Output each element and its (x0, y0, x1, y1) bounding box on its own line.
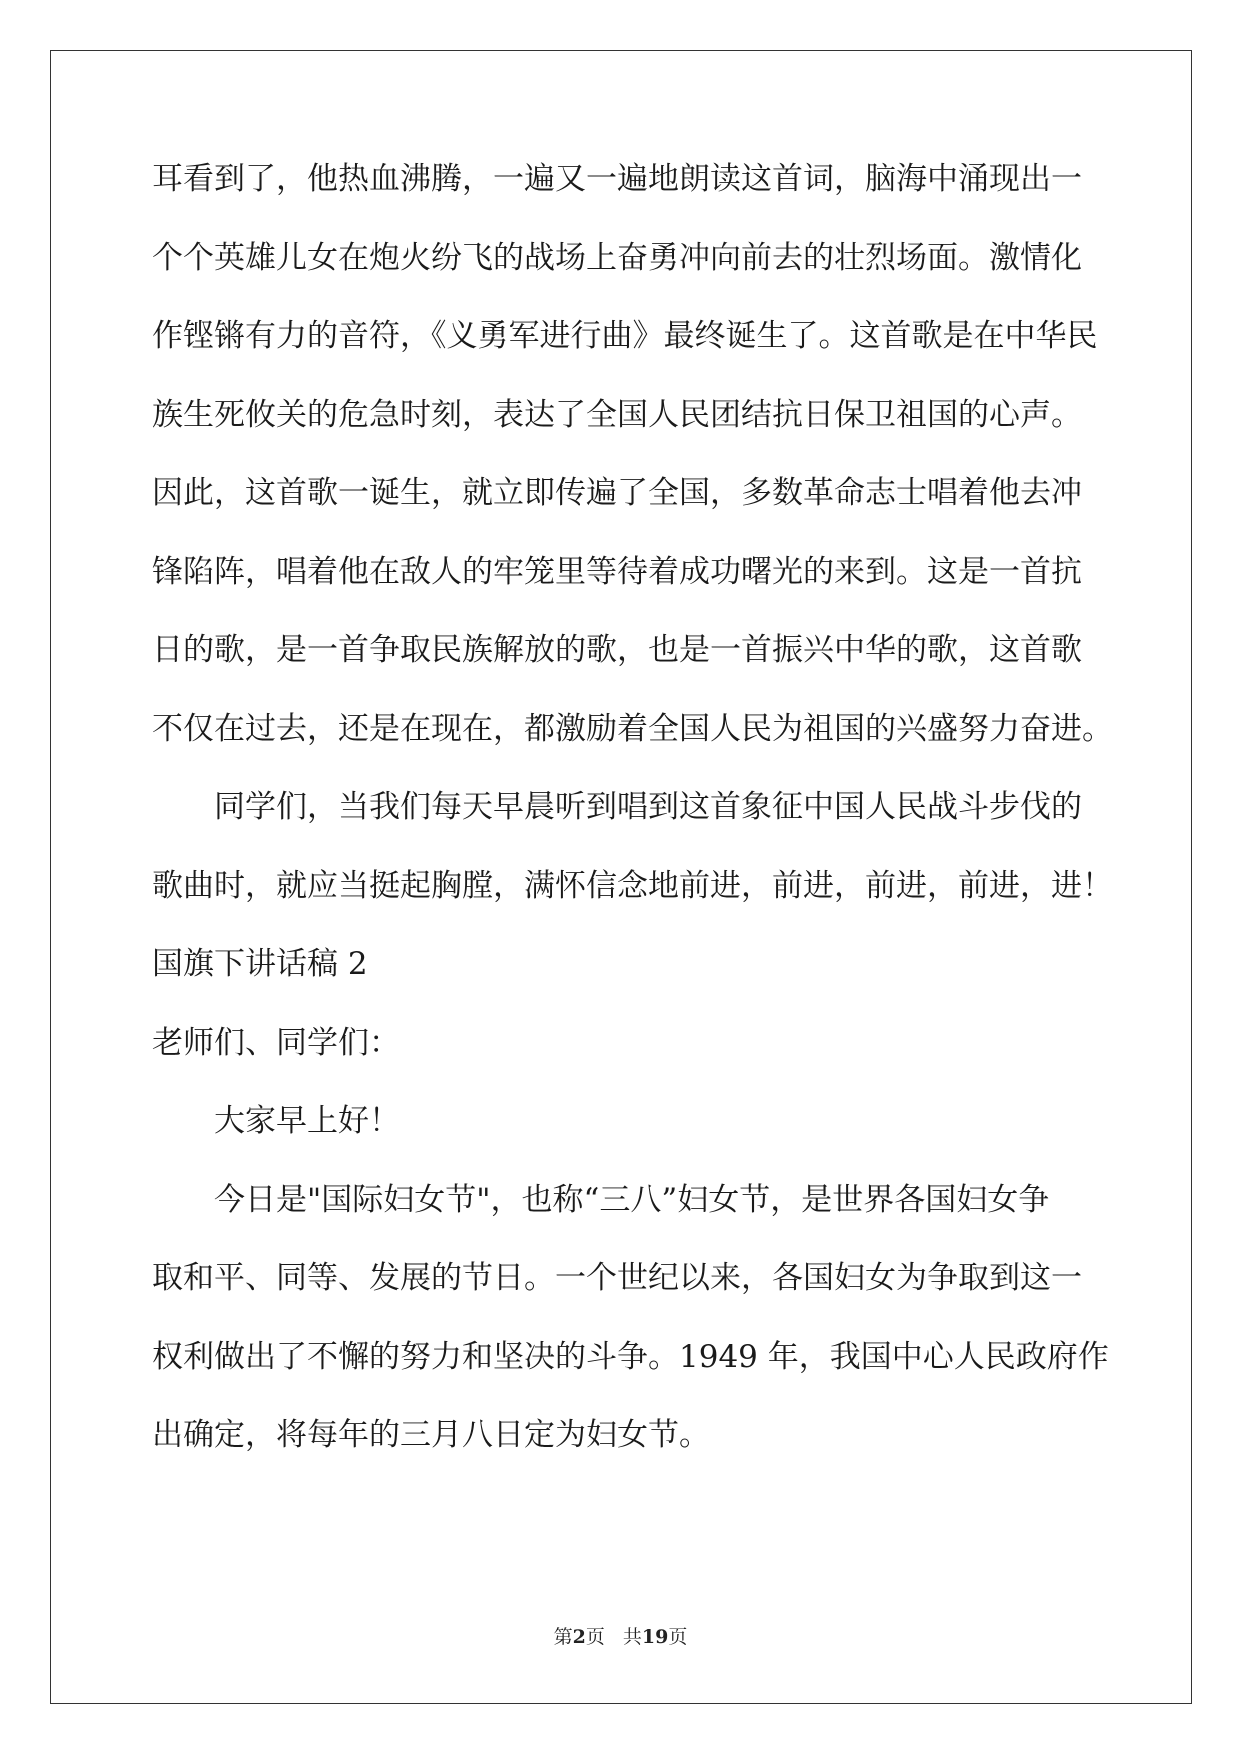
body-line: 权利做出了不懈的努力和坚决的斗争。1949 年，我国中心人民政府作 (152, 1338, 1109, 1375)
body-line: 出确定，将每年的三月八日定为妇女节。 (152, 1417, 710, 1453)
body-line: 日的歌，是一首争取民族解放的歌，也是一首振兴中华的歌，这首歌 (152, 632, 1082, 668)
paragraph-start-line: 同学们，当我们每天早晨听到唱到这首象征中国人民战斗步伐的 (214, 789, 1082, 825)
body-line: 歌曲时，就应当挺起胸膛，满怀信念地前进，前进，前进，前进，进！ (152, 867, 1113, 904)
body-line: 锋陷阵，唱着他在敌人的牢笼里等待着成功曙光的来到。这是一首抗 (152, 553, 1082, 590)
salutation: 老师们、同学们： (152, 1024, 400, 1061)
section-heading: 国旗下讲话稿 2 (152, 946, 368, 982)
paragraph-start-line: 今日是"国际妇女节"，也称“三八”妇女节，是世界各国妇女争 (214, 1181, 1050, 1218)
body-line: 取和平、同等、发展的节日。一个世纪以来，各国妇女为争取到这一 (152, 1260, 1082, 1296)
total-prefix: 共 (622, 1626, 642, 1648)
page-number: 2 (572, 1626, 586, 1648)
body-line: 个个英雄儿女在炮火纷飞的战场上奋勇冲向前去的壮烈场面。激情化 (152, 239, 1082, 276)
total-suffix: 页 (668, 1626, 688, 1648)
body-line: 作铿锵有力的音符，《义勇军进行曲》最终诞生了。这首歌是在中华民 (152, 318, 1098, 354)
document-body (152, 152, 1113, 1487)
greeting: 大家早上好！ (214, 1103, 400, 1139)
body-line: 族生死攸关的危急时刻，表达了全国人民团结抗日保卫祖国的心声。 (152, 396, 1082, 433)
total-pages: 19 (641, 1626, 669, 1648)
body-line: 不仅在过去，还是在现在，都激励着全国人民为祖国的兴盛努力奋进。 (152, 710, 1113, 747)
body-line: 耳看到了，他热血沸腾，一遍又一遍地朗读这首词，脑海中涌现出一 (152, 161, 1082, 197)
page-suffix: 页 (585, 1626, 605, 1648)
body-line: 因此，这首歌一诞生，就立即传遍了全国，多数革命志士唱着他去冲 (152, 475, 1082, 511)
page-footer (0, 1625, 1241, 1649)
page-prefix: 第 (553, 1626, 573, 1648)
